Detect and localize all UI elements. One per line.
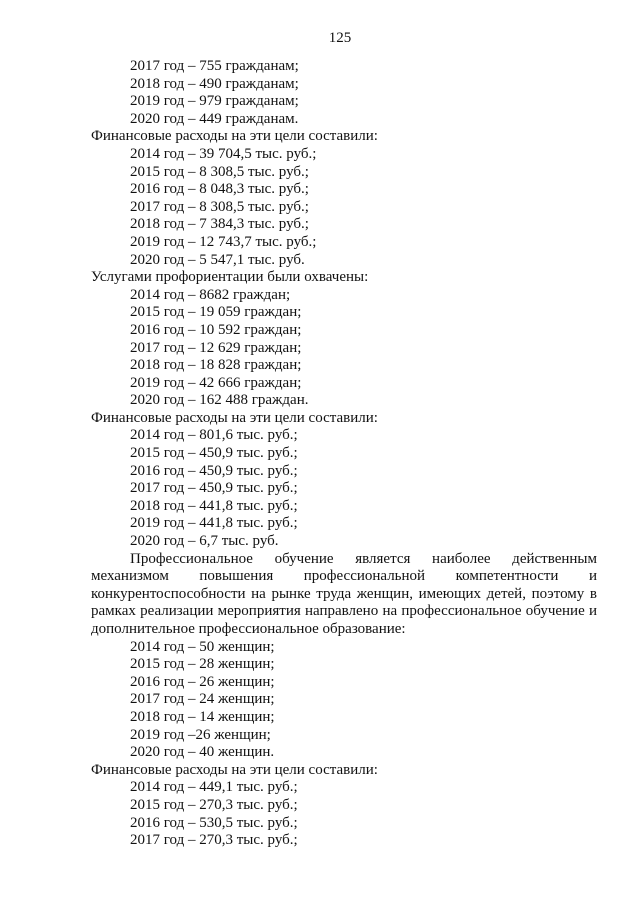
paragraph-line: механизмом повышения профессиональной компетентности и (91, 568, 597, 585)
list-item: 2019 год – 12 743,7 тыс. руб.; (130, 233, 317, 250)
list-item: 2015 год – 28 женщин; (130, 656, 275, 673)
list-item: 2017 год – 12 629 граждан; (130, 339, 302, 356)
list-item: 2015 год – 8 308,5 тыс. руб.; (130, 163, 309, 180)
list-item: 2018 год – 490 гражданам; (130, 75, 299, 92)
list-item: 2016 год – 26 женщин; (130, 673, 275, 690)
list-item: 2018 год – 18 828 граждан; (130, 357, 302, 374)
paragraph-line: дополнительное профессиональное образование: (91, 621, 406, 637)
list-item: 2019 год – 979 гражданам; (130, 93, 299, 110)
list-item: 2019 год –26 женщин; (130, 726, 271, 743)
page-number: 125 (328, 30, 352, 46)
list-item: 2015 год – 450,9 тыс. руб.; (130, 445, 298, 462)
list-item: 2019 год – 42 666 граждан; (130, 374, 302, 391)
expenses-list (91, 779, 597, 849)
expenses-list (91, 146, 597, 269)
section-heading: Финансовые расходы на эти цели составили: (91, 761, 378, 778)
section-heading: Услугами профориентации были охвачены: (91, 269, 369, 286)
list-item: 2014 год – 8682 граждан; (130, 286, 291, 303)
section-heading: Финансовые расходы на эти цели составили: (91, 409, 378, 426)
citizens-list (91, 58, 597, 128)
women-trained-list (91, 639, 597, 762)
list-item: 2018 год – 441,8 тыс. руб.; (130, 497, 298, 514)
list-item: 2016 год – 530,5 тыс. руб.; (130, 814, 298, 831)
list-item: 2017 год – 270,3 тыс. руб.; (130, 832, 298, 849)
list-item: 2016 год – 450,9 тыс. руб.; (130, 462, 298, 479)
body-paragraph (91, 551, 597, 639)
list-item: 2014 год – 449,1 тыс. руб.; (130, 779, 298, 796)
list-item: 2014 год – 801,6 тыс. руб.; (130, 427, 298, 444)
section-heading: Финансовые расходы на эти цели составили: (91, 128, 378, 145)
list-item: 2018 год – 14 женщин; (130, 708, 275, 725)
list-item: 2020 год – 40 женщин. (130, 744, 275, 761)
list-item: 2016 год – 10 592 граждан; (130, 321, 302, 338)
list-item: 2019 год – 441,8 тыс. руб.; (130, 515, 298, 532)
list-item: 2018 год – 7 384,3 тыс. руб.; (130, 216, 309, 233)
paragraph-line: Профессиональное обучение является наиболее действенным (130, 550, 597, 567)
list-item: 2020 год – 5 547,1 тыс. руб. (130, 251, 305, 268)
paragraph-line: конкурентоспособности на рынке труда женщин, имеющих детей, поэтому в (91, 585, 597, 602)
list-item: 2020 год – 162 488 граждан. (130, 392, 309, 409)
list-item: 2015 год – 19 059 граждан; (130, 304, 302, 321)
paragraph-line: рамках реализации мероприятия направлено на профессиональное обучение и (91, 603, 597, 620)
career-guidance-list (91, 287, 597, 410)
list-item: 2017 год – 24 женщин; (130, 691, 275, 708)
list-item: 2014 год – 50 женщин; (130, 638, 275, 655)
list-item: 2020 год – 6,7 тыс. руб. (130, 533, 279, 550)
page-content (91, 58, 597, 850)
list-item: 2014 год – 39 704,5 тыс. руб.; (130, 145, 317, 162)
expenses-list (91, 427, 597, 550)
list-item: 2020 год – 449 гражданам. (130, 110, 299, 127)
list-item: 2017 год – 755 гражданам; (130, 58, 299, 74)
list-item: 2017 год – 8 308,5 тыс. руб.; (130, 198, 309, 215)
list-item: 2017 год – 450,9 тыс. руб.; (130, 480, 298, 497)
list-item: 2015 год – 270,3 тыс. руб.; (130, 796, 298, 813)
list-item: 2016 год – 8 048,3 тыс. руб.; (130, 181, 309, 198)
